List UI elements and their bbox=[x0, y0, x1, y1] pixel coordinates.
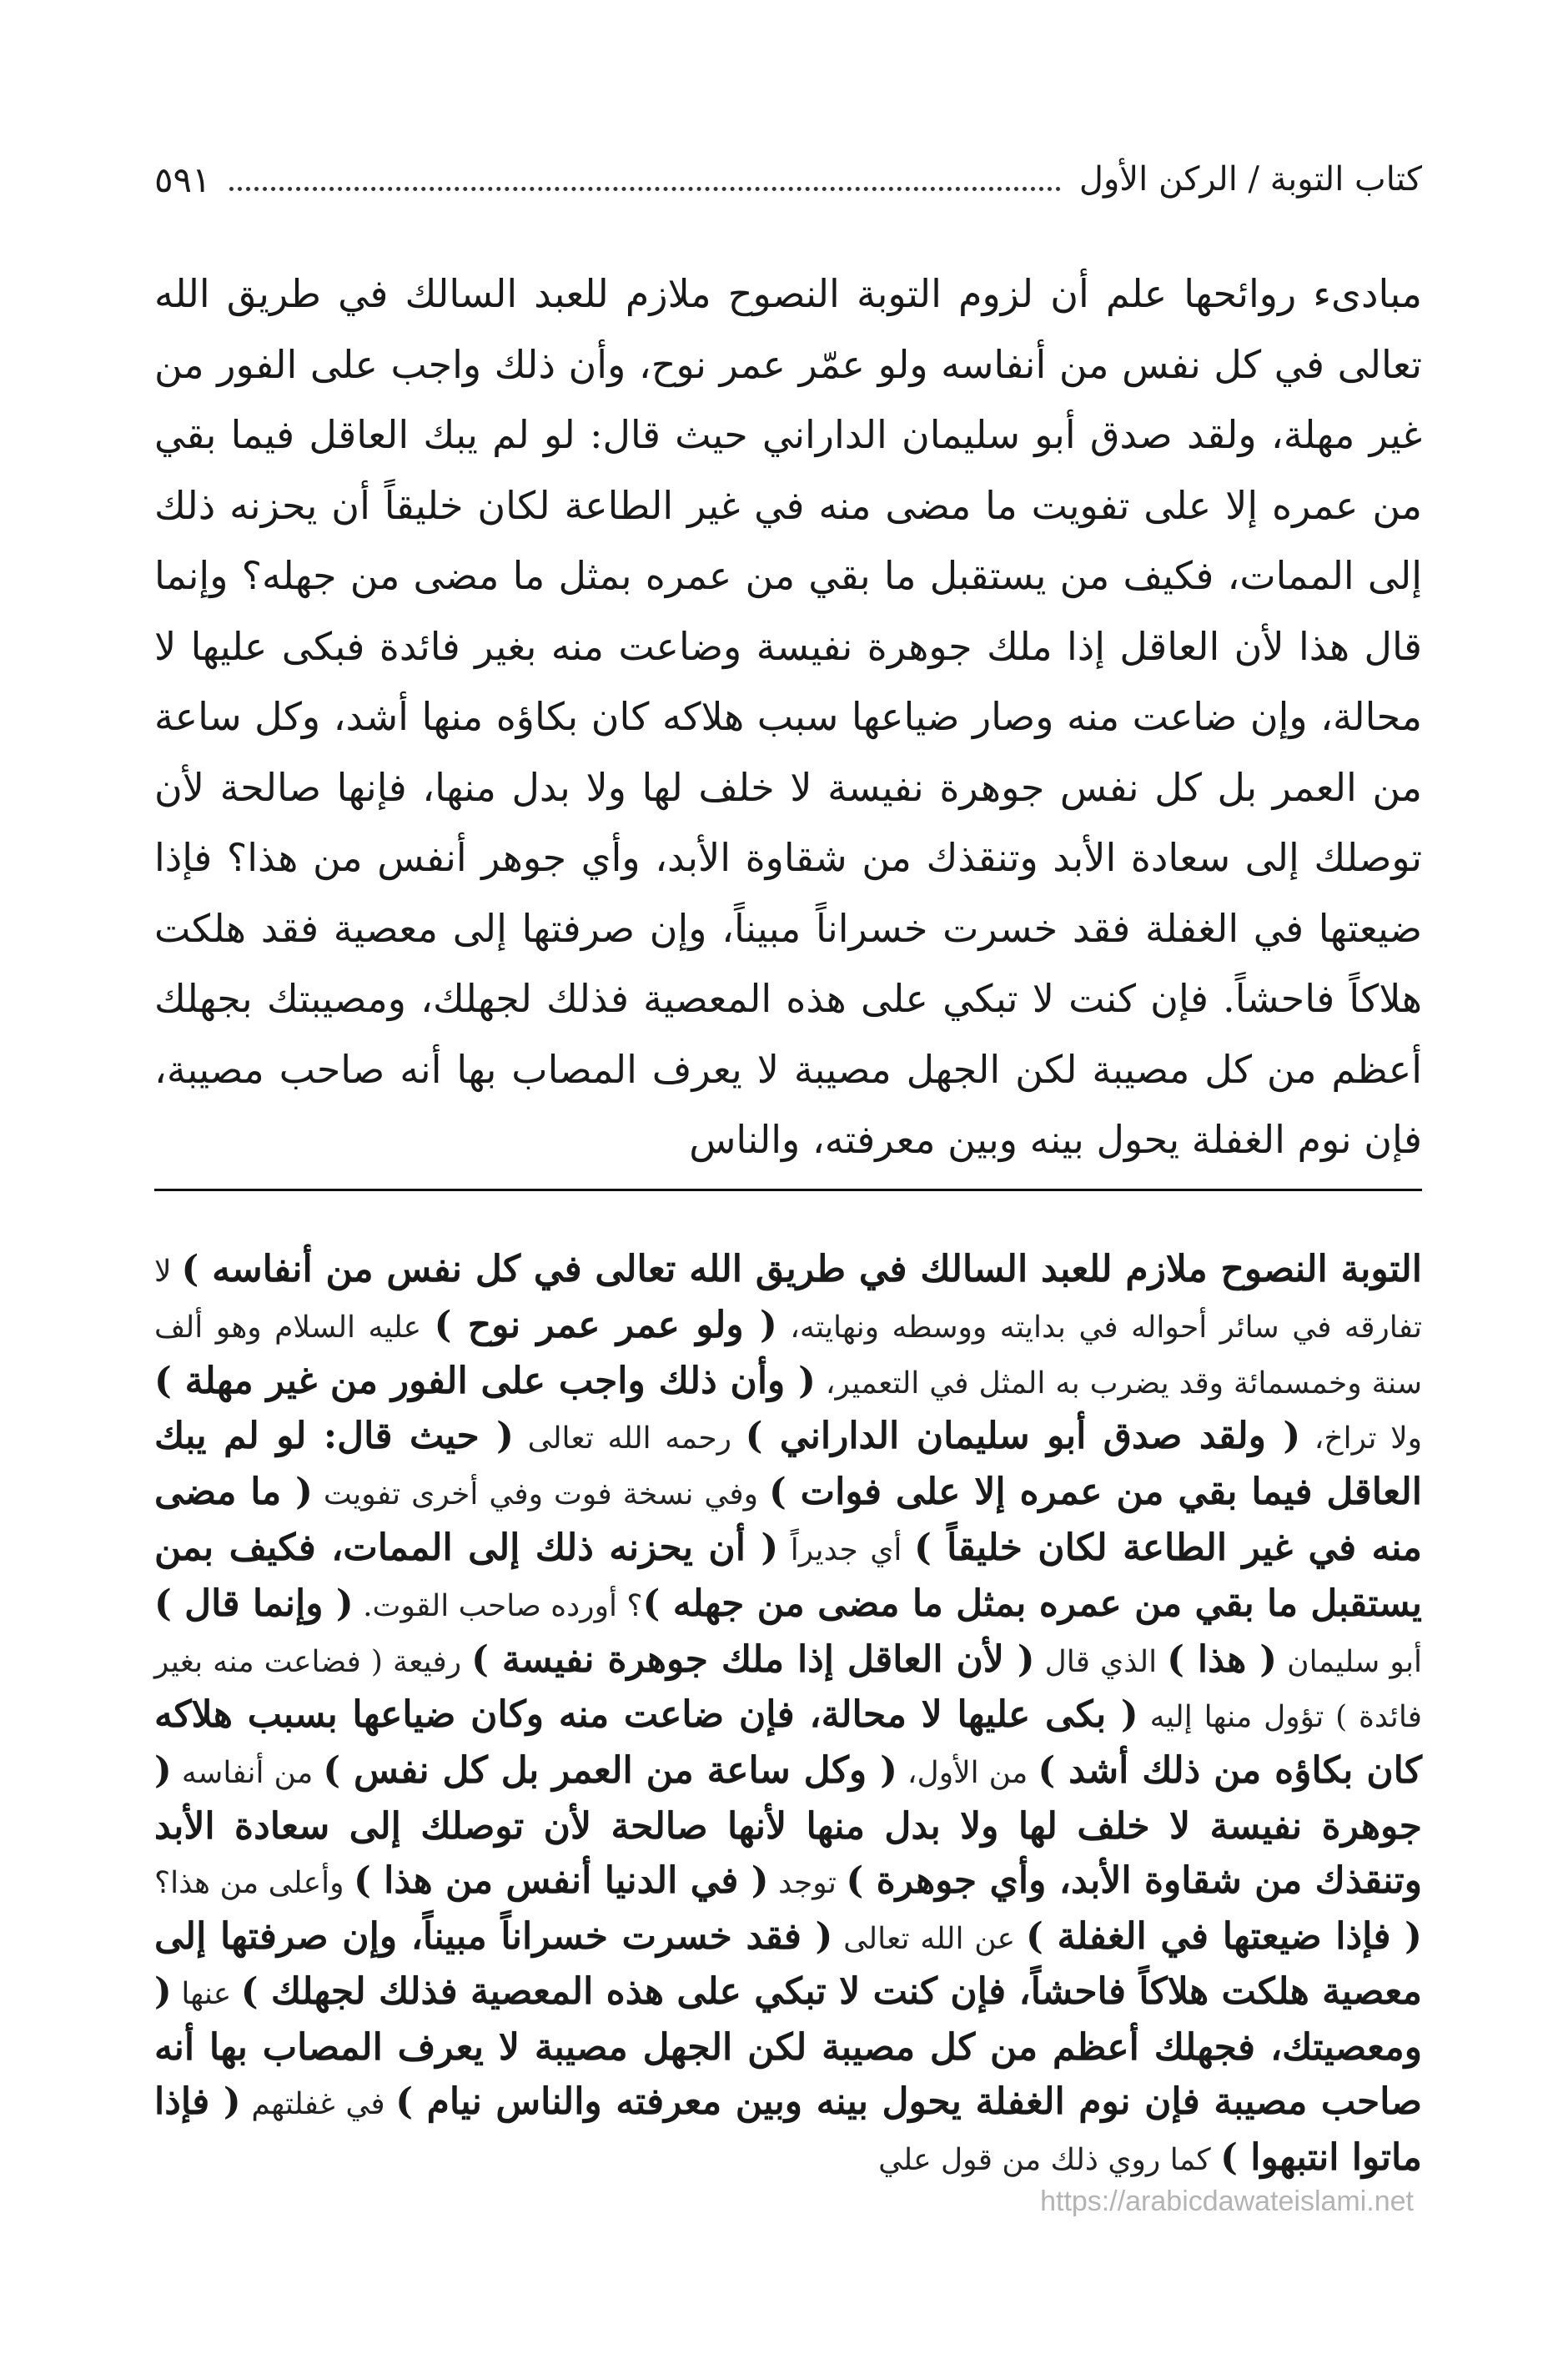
commentary-segment: كما روي ذلك من قول علي bbox=[878, 2142, 1221, 2177]
quoted-text-segment: ( ومعصيتك، فجهلك أعظم من كل مصيبة لكن الجهل مصيبة لا يعرف المصاب بها أنه صاحب مصيبة فإن نوم الغفلة يحول بينه وبين معرفته والناس نيام ) bbox=[154, 1970, 1422, 2123]
quoted-text-segment: ( فإذا ضيعتها في الغفلة ) bbox=[1025, 1914, 1422, 1958]
quoted-text-segment: ( وأن ذلك واجب على الفور من غير مهلة ) bbox=[154, 1359, 816, 1402]
quoted-text-segment: ( فقد خسرت خسراناً مبيناً، وإن صرفتها إلى معصية هلكت هلاكاً فاحشاً، فإن كنت لا تبكي على هذه المعصية فذلك لجهلك ) bbox=[154, 1914, 1422, 2014]
commentary-segment: عنها bbox=[171, 1977, 241, 2012]
commentary-segment: وفي نسخة فوت وفي أخرى تفويت bbox=[312, 1477, 769, 1512]
dotted-leader bbox=[229, 168, 1061, 191]
commentary-footnote bbox=[154, 1243, 1422, 2187]
commentary-segment: ؟ أورده صاحب القوت. bbox=[353, 1588, 643, 1623]
quoted-text-segment: ( جوهرة نفيسة لا خلف لها ولا بدل منها لأنها صالحة لأن توصلك إلى سعادة الأبد وتنقذك من شقاوة الأبد، وأي جوهرة ) bbox=[154, 1749, 1423, 1902]
commentary-segment: عليه السلام وهو ألف سنة وخمسمائة وقد يضرب به المثل في التعمير، bbox=[154, 1310, 1422, 1401]
quoted-text-segment: ( هذا ) bbox=[1167, 1637, 1278, 1681]
quoted-text-segment: ( أن يحزنه ذلك إلى الممات، فكيف بمن يستقبل ما بقي من عمره بمثل ما مضى من جهله ) bbox=[154, 1526, 1423, 1625]
quoted-text-segment: ( ما مضى منه في غير الطاعة لكان خليقاً ) bbox=[154, 1471, 1422, 1569]
commentary-segment: الذي قال bbox=[1034, 1644, 1168, 1679]
book-title: كتاب التوبة / الركن الأول bbox=[1078, 160, 1422, 199]
commentary-segment: من الأول، bbox=[897, 1756, 1038, 1791]
quoted-text-segment: ( حيث قال: لو لم يبك العاقل فيما بقي من عمره إلا على فوات ) bbox=[154, 1415, 1423, 1514]
quoted-text-segment: ( وإنما قال ) bbox=[154, 1582, 354, 1625]
commentary-segment: وأعلى من هذا؟ bbox=[154, 1865, 354, 1900]
quoted-text-segment: ( في الدنيا أنفس من هذا ) bbox=[353, 1859, 769, 1902]
commentary-segment: عن الله تعالى bbox=[832, 1921, 1026, 1956]
quoted-text-segment: ( ولقد صدق أبو سليمان الداراني ) bbox=[745, 1415, 1301, 1458]
main-text: مبادىء روائحها علم أن لزوم التوبة النصوح ملازم للعبد السالك في طريق الله تعالى في كل نفس من أنفاسه ولو عمّر عمر نوح، وأن ذلك واجب على الفور من غير مهلة، ولقد صدق أبو سليمان الداراني حيث قال: لو لم يبك العاقل فيما بقي من عمره إلا على تفويت ما مضى منه في غير الطاعة لكان خليقاً أن يحزنه ذلك إلى الممات، فكيف من يستقبل ما بقي من عمره بمثل ما مضى من جهله؟ وإنما قال هذا لأن العاقل إذا ملك جوهرة نفيسة وضاعت منه بغير فائدة فبكى عليها لا محالة، وإن ضاعت منه وصار ضياعها سبب هلاكه كان بكاؤه منها أشد، وكل ساعة من العمر بل كل نفس جوهرة نفيسة لا خلف لها ولا بدل منها، فإنها صالحة لأن توصلك إلى سعادة الأبد وتنقذك من شقاوة الأبد، وأي جوهر أنفس من هذا؟ فإذا ضيعتها في الغفلة فقد خسرت خسراناً مبيناً، وإن صرفتها إلى معصية فقد هلكت هلاكاً فاحشاً. فإن كنت لا تبكي على هذه المعصية فذلك لجهلك، ومصيبتك بجهلك أعظم من كل مصيبة لكن الجهل مصيبة لا يعرف المصاب بها أنه صاحب مصيبة، فإن نوم الغفلة يحول بينه وبين معرفته، والناس bbox=[154, 271, 1422, 1162]
quoted-text-segment: ( فإذا ماتوا انتبهوا ) bbox=[154, 2080, 1422, 2179]
quoted-text-segment: التوبة النصوح ملازم للعبد السالك في طريق الله تعالى في كل نفس من أنفاسه ) bbox=[181, 1248, 1423, 1290]
running-header bbox=[154, 150, 1422, 209]
page-number: ٥٩١ bbox=[154, 158, 211, 200]
footnote-separator bbox=[154, 1189, 1422, 1191]
commentary-segment: رفيعة ( فضاعت منه بغير فائدة ) تؤول منها إليه bbox=[154, 1644, 1422, 1735]
commentary-segment: من أنفاسه bbox=[171, 1756, 324, 1791]
quoted-text-segment: ( ولو عمر عمر نوح ) bbox=[434, 1303, 777, 1346]
quoted-text-segment: ( بكى عليها لا محالة، فإن ضاعت منه وكان ضياعها بسبب هلاكه كان بكاؤه من ذلك أشد ) bbox=[154, 1693, 1422, 1793]
quoted-text-segment: ( وكل ساعة من العمر بل كل نفس ) bbox=[323, 1749, 897, 1793]
commentary-segment: توجد bbox=[768, 1865, 847, 1900]
commentary-segment: لا تفارقه في سائر أحواله في بدايته ووسطه ونهايته، bbox=[154, 1255, 1422, 1345]
commentary-segment: أبو سليمان bbox=[1277, 1644, 1422, 1679]
website-watermark: https://arabicdawateislami.net bbox=[1040, 2185, 1414, 2217]
commentary-segment: في غفلتهم bbox=[240, 2086, 396, 2121]
quoted-text-segment: ( لأن العاقل إذا ملك جوهرة نفيسة ) bbox=[471, 1637, 1035, 1681]
commentary-segment: ولا تراخ، bbox=[1300, 1421, 1422, 1456]
commentary-segment: رحمه الله تعالى bbox=[513, 1421, 746, 1456]
commentary-segment: أي جديراً bbox=[778, 1532, 914, 1567]
